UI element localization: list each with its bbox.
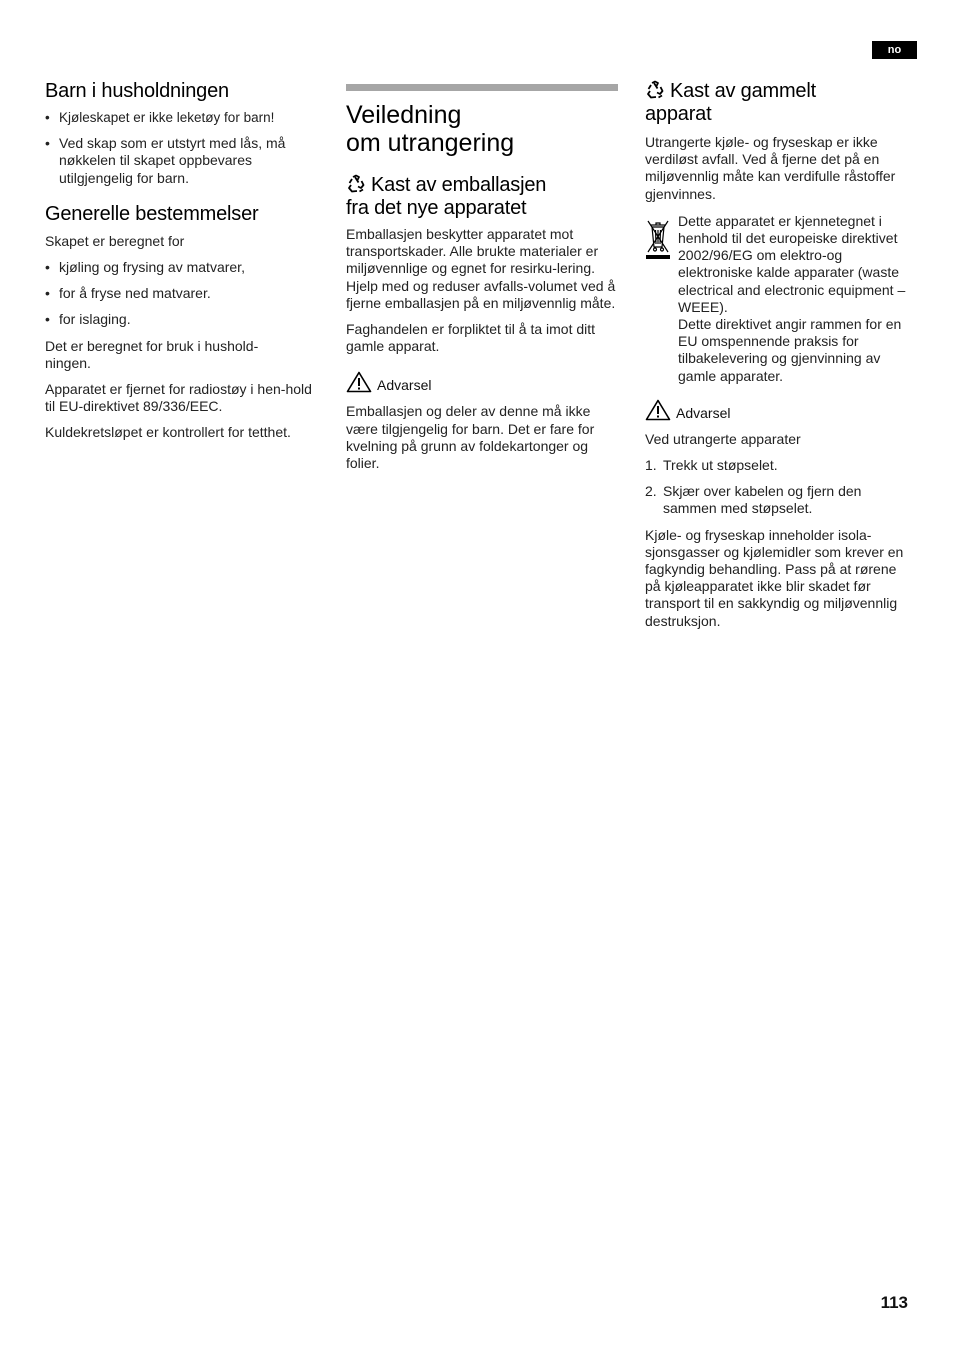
step-text: Skjær over kabelen og fjern den sammen med støpselet. bbox=[663, 483, 862, 517]
warning-heading bbox=[346, 371, 618, 393]
weee-notice bbox=[645, 213, 917, 385]
title-line: Veiledning bbox=[346, 101, 462, 129]
step-text: Trekk ut støpselet. bbox=[663, 457, 778, 474]
paragraph: Apparatet er fjernet for radiostøy i hen-hold til EU-direktivet 89/336/EEC. bbox=[45, 381, 312, 415]
children-bullets bbox=[45, 109, 325, 187]
page-title bbox=[346, 101, 618, 157]
column-middle bbox=[346, 84, 618, 472]
warning-label: Advarsel bbox=[377, 377, 432, 394]
heading-line: apparat bbox=[645, 103, 712, 125]
list-item: • for å fryse ned matvarer. bbox=[45, 285, 325, 302]
recycle-icon bbox=[346, 174, 366, 194]
column-left bbox=[45, 80, 325, 442]
list-item bbox=[645, 483, 895, 517]
heading-old-appliance bbox=[645, 80, 917, 126]
list-item bbox=[645, 457, 917, 474]
paragraph: Utrangerte kjøle- og fryseskap er ikke verdiløst avfall. Ved å fjerne det på en miljøvennlig måte kan verdifulle råstoffer gjenvinnes. bbox=[645, 134, 896, 202]
paragraph: Emballasjen beskytter apparatet mot transportskader. Alle brukte materialer er miljøvennlige og egnet for resirku-lering. Hjelp med og reduser avfalls-volumet ved å fjerne emballasjen på en miljøvennlig måte. bbox=[346, 226, 616, 311]
language-badge: no bbox=[872, 41, 917, 59]
heading-children: Barn i husholdningen bbox=[45, 80, 229, 102]
paragraph: Emballasjen og deler av denne må ikke være tilgjengelig for barn. Det er fare for kvelning på grunn av foldekartonger og folier. bbox=[346, 403, 595, 472]
list-item: • Kjøleskapet er ikke leketøy for barn! bbox=[45, 109, 325, 126]
paragraph: Kuldekretsløpet er kontrollert for tetthet. bbox=[45, 424, 291, 441]
warning-label: Advarsel bbox=[676, 404, 731, 421]
crossed-bin-icon bbox=[645, 215, 671, 261]
warning-heading bbox=[645, 399, 917, 421]
steps-list bbox=[645, 457, 917, 518]
list-item: • for islaging. bbox=[45, 311, 325, 328]
list-item: • Ved skap som er utstyrt med lås, må nøkkelen til skapet oppbevares utilgjengelig for barn. bbox=[45, 135, 309, 187]
warning-icon bbox=[645, 399, 671, 421]
paragraph: Ved utrangerte apparater bbox=[645, 430, 801, 447]
heading-line: Kast av emballasjen bbox=[371, 174, 547, 196]
paragraph: Faghandelen er forpliktet til å ta imot ditt gamle apparat. bbox=[346, 321, 596, 355]
weee-text bbox=[678, 213, 917, 385]
column-right bbox=[645, 80, 917, 630]
list-item: • kjøling og frysing av matvarer, bbox=[45, 259, 325, 276]
heading-general: Generelle bestemmelser bbox=[45, 202, 259, 225]
section-rule bbox=[346, 84, 618, 91]
paragraph: Det er beregnet for bruk i hushold-ningen. bbox=[45, 337, 259, 371]
paragraph: Kjøle- og fryseskap inneholder isola-sjonsgasser og kjølemidler som krever en fagkyndig behandling. Pass på at rørene på kjøleapparatet ikke blir skadet før transport til en sakkyndig og miljøvennlig destruksjon. bbox=[645, 526, 904, 629]
page-number: 113 bbox=[880, 1293, 908, 1312]
warning-icon bbox=[346, 371, 372, 393]
general-bullets bbox=[45, 259, 325, 329]
paragraph: Dette direktivet angir rammen for en EU omspennende praksis for tilbakelevering og gjenvinning av gamle apparater. bbox=[678, 316, 902, 384]
step-number: 1. bbox=[645, 457, 657, 474]
step-number: 2. bbox=[645, 483, 657, 500]
heading-line: fra det nye apparatet bbox=[346, 197, 527, 219]
heading-packaging bbox=[346, 174, 618, 220]
paragraph: Dette apparatet er kjennetegnet i henhold til det europeiske direktivet 2002/96/EG om elektro-og elektroniske kalde apparater (waste electrical and electronic equipment – WEEE). bbox=[678, 212, 906, 315]
heading-line: Kast av gammelt bbox=[670, 80, 816, 102]
title-line: om utrangering bbox=[346, 129, 515, 157]
paragraph: Skapet er beregnet for bbox=[45, 232, 185, 249]
recycle-icon bbox=[645, 80, 665, 100]
